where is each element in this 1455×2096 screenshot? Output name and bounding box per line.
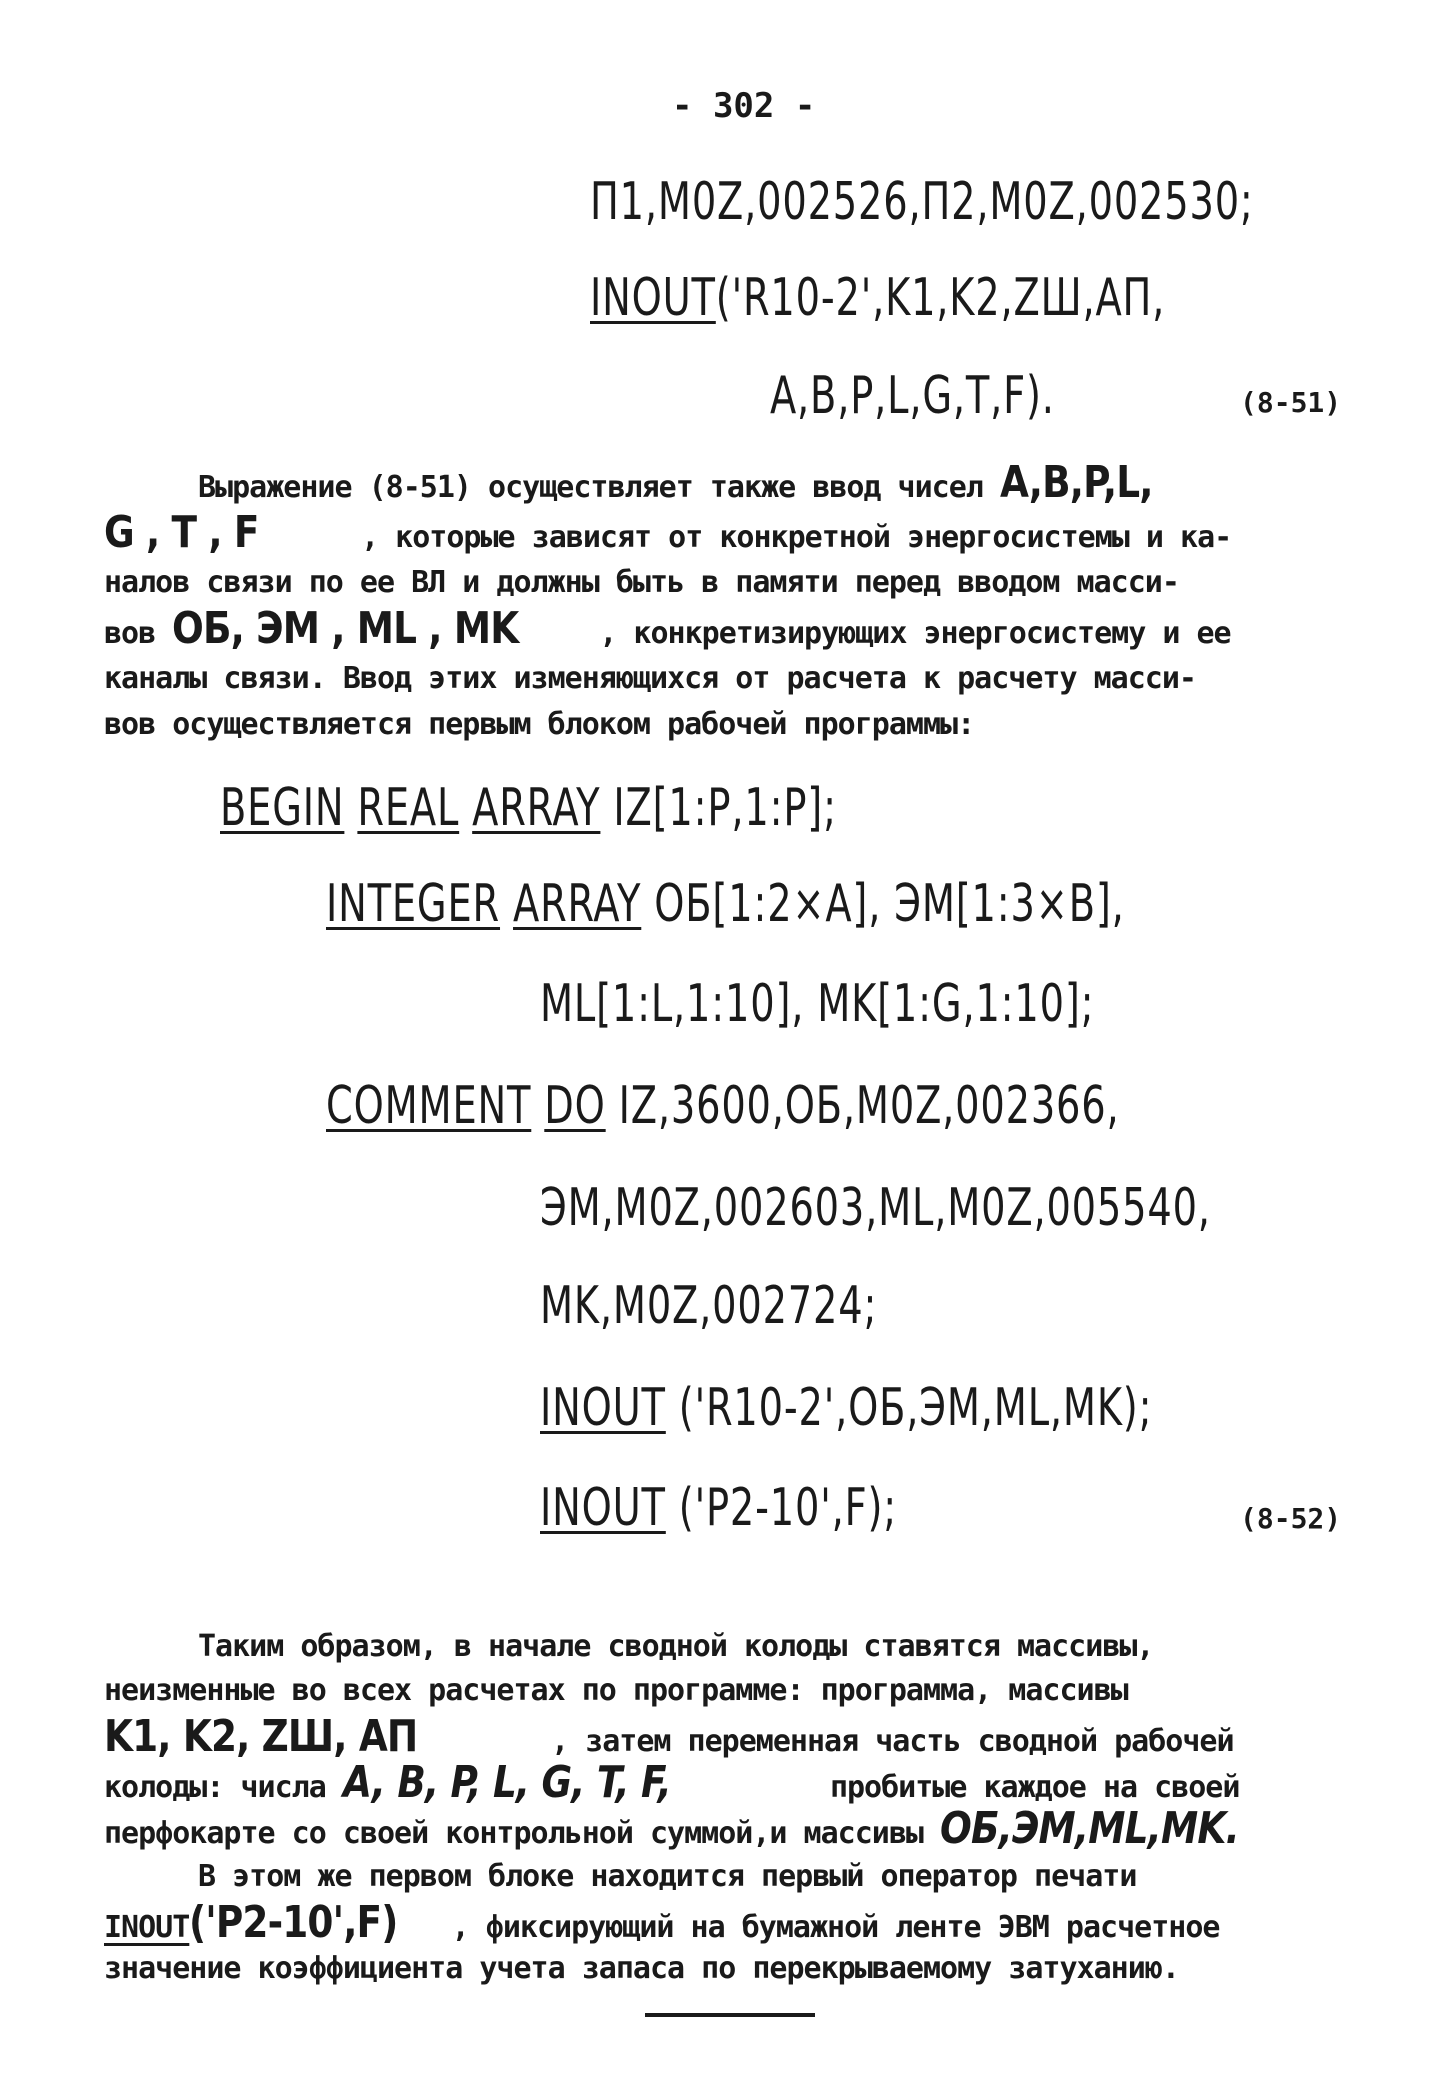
para2-line-4-rest: пробитые каждое на своей bbox=[829, 1770, 1240, 1805]
para2-vars-4: A, B, P, L, G, T, F, bbox=[342, 1757, 671, 1808]
para3-line-2-text: , фиксирующий на бумажной ленте ЭВМ расчетное bbox=[451, 1910, 1220, 1945]
code-block-line-5: ЭМ,M0Z,002603,ML,M0Z,005540, bbox=[540, 1178, 1211, 1238]
footer-divider bbox=[645, 2013, 815, 2017]
para2-line-2: неизменные во всех расчетах по программе: программа, массивы bbox=[104, 1673, 1128, 1708]
para2-line-3-text: , затем переменная часть сводной рабочей bbox=[551, 1724, 1234, 1759]
code-block-line-8 bbox=[540, 1478, 897, 1538]
para2-line-3 bbox=[104, 1711, 1234, 1762]
inout-keyword: INOUT bbox=[540, 1478, 666, 1538]
code-block-line-7-rest: ('R10-2',ОБ,ЭМ,ML,MK); bbox=[678, 1378, 1153, 1438]
real-keyword: REAL bbox=[357, 778, 460, 838]
code-block-line-3: ML[1:L,1:10], MK[1:G,1:10]; bbox=[540, 974, 1095, 1034]
para1-line-4-text: , конкретизирующих энергосистему и ее bbox=[599, 616, 1231, 651]
integer-keyword: INTEGER bbox=[326, 874, 501, 934]
para2-line-4 bbox=[104, 1757, 1240, 1808]
code-block-line-4 bbox=[326, 1076, 1120, 1136]
para2-vars-5: ОБ,ЭМ,ML,MK. bbox=[940, 1803, 1239, 1854]
para1-line-4-prefix: вов bbox=[104, 616, 156, 651]
code-block-line-6: MK,M0Z,002724; bbox=[540, 1276, 878, 1336]
code-block-line-1 bbox=[220, 778, 837, 838]
para1-line-1-text: Выражение (8-51) осуществляет также ввод чисел bbox=[198, 470, 983, 505]
para2-line-1: Таким образом, в начале сводной колоды ставятся массивы, bbox=[198, 1629, 1154, 1664]
para1-line-1 bbox=[198, 457, 1179, 508]
comment-keyword: COMMENT bbox=[326, 1076, 532, 1136]
array-keyword: ARRAY bbox=[513, 874, 642, 934]
para1-line-4 bbox=[104, 603, 1231, 654]
para2-line-5 bbox=[104, 1803, 1292, 1854]
inout-keyword: INOUT bbox=[104, 1910, 190, 1945]
inout-keyword: INOUT bbox=[540, 1378, 666, 1438]
para1-vars-4: ОБ, ЭМ , ML , MK bbox=[172, 603, 519, 654]
para1-line-3: налов связи по ее ВЛ и должны быть в памяти перед вводом масси- bbox=[104, 565, 1179, 600]
para2-line-5-text: перфокарте со своей контрольной суммой,и массивы bbox=[104, 1816, 923, 1851]
para1-line-2-text: , которые зависят от конкретной энергосистемы и ка- bbox=[361, 520, 1232, 555]
code-block-line-7 bbox=[540, 1378, 1152, 1438]
para1-line-6: вов осуществляется первым блоком рабочей программы: bbox=[104, 707, 975, 742]
code-block-line-4-rest: IZ,3600,ОБ,M0Z,002366, bbox=[618, 1076, 1120, 1136]
equation-label-8-51: (8-51) bbox=[1240, 386, 1342, 419]
code-line-2 bbox=[590, 268, 1165, 328]
para1-line-5: каналы связи. Ввод этих изменяющихся от расчета к расчету масси- bbox=[104, 661, 1196, 696]
code-line-1: П1,M0Z,002526,П2,M0Z,002530; bbox=[590, 172, 1254, 232]
do-keyword: DO bbox=[544, 1076, 606, 1136]
para3-line-1: В этом же первом блоке находится первый оператор печати bbox=[198, 1859, 1137, 1894]
code-line-2-args: ('R10-2',K1,K2,ZШ,АП, bbox=[715, 268, 1166, 328]
code-line-3: A,B,P,L,G,T,F). bbox=[770, 366, 1055, 426]
code-block-line-1-rest: IZ[1:P,1:P]; bbox=[613, 778, 837, 838]
code-block-line-2-rest: ОБ[1:2×A], ЭМ[1:3×B], bbox=[654, 874, 1125, 934]
para3-line-3: значение коэффициента учета запаса по перекрываемому затуханию. bbox=[104, 1951, 1179, 1986]
para1-line-2 bbox=[104, 507, 1232, 558]
para1-vars-1: A,B,P,L, bbox=[999, 457, 1153, 508]
page-number: - 302 - bbox=[672, 86, 816, 126]
para3-code: ('P2-10',F) bbox=[189, 1897, 398, 1948]
inout-keyword: INOUT bbox=[590, 268, 716, 328]
para2-vars-3: K1, K2, ZШ, АП bbox=[104, 1711, 418, 1762]
begin-keyword: BEGIN bbox=[220, 778, 345, 838]
para3-line-2 bbox=[104, 1897, 1220, 1948]
para2-line-4-text: колоды: числа bbox=[104, 1770, 326, 1805]
code-block-line-2 bbox=[326, 874, 1125, 934]
array-keyword: ARRAY bbox=[472, 778, 601, 838]
para1-vars-2: G , T , F bbox=[104, 507, 259, 558]
equation-label-8-52: (8-52) bbox=[1240, 1502, 1342, 1535]
code-block-line-8-rest: ('P2-10',F); bbox=[678, 1478, 898, 1538]
